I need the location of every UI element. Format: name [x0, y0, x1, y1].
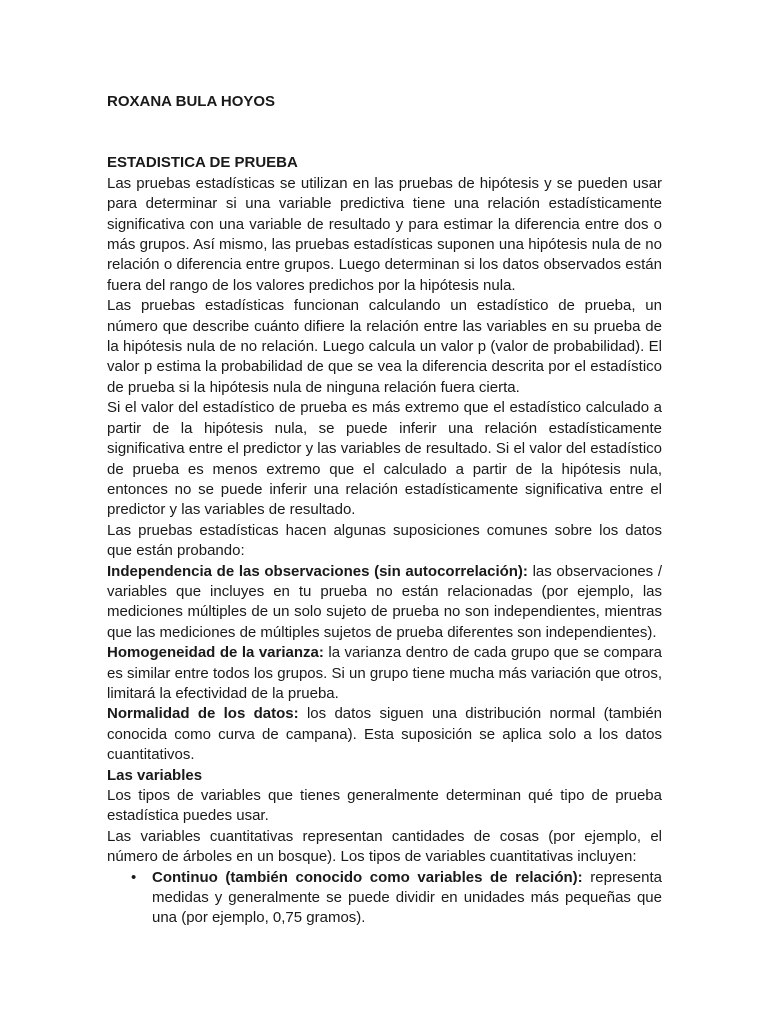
paragraph-test-statistic: Las pruebas estadísticas funcionan calculando un estadístico de prueba, un número que describe cuánto difiere la relación entre las variables en su prueba de la hipótesis nula de no relación. Luego calcula un valor p (valor de probabilidad). El valor p estima la probabilidad de que se vea la diferencia descrita por el estadístico de prueba si la hipótesis nula de ninguna relación fuera cierta.: [107, 297, 662, 396]
variables-heading: Las variables: [107, 766, 203, 784]
author-name: ROXANA BULA HOYOS: [107, 93, 276, 110]
paragraph-variable-types: Los tipos de variables que tienes generalmente determinan qué tipo de prueba estadística puedes usar.: [107, 787, 662, 825]
list-item: [131, 868, 662, 929]
quantitative-types-list: [107, 868, 662, 929]
assumption-text: la varianza dentro de cada grupo que se compara es similar entre todos los grupos. Si un grupo tiene mucha más variación que otros, limitará la efectividad de la prueba.: [107, 644, 663, 702]
assumption-term: Normalidad de los datos:: [107, 705, 299, 723]
paragraph-quantitative: Las variables cuantitativas representan cantidades de cosas (por ejemplo, el número de árboles en un bosque). Los tipos de variables cuantitativas incluyen:: [107, 827, 662, 866]
assumption-text: los datos siguen una distribución normal (también conocida como curva de campana). Esta suposición se aplica solo a los datos cuantitativos.: [107, 705, 662, 764]
paragraph-inference: Si el valor del estadístico de prueba es más extremo que el estadístico calculado a partir de la hipótesis nula, se puede inferir una relación estadísticamente significativa entre el predictor y las variables de resultado. Si el valor del estadístico de prueba es menos extremo que el calculado a partir de la hipótesis nula, entonces no se puede inferir una relación estadísticamente significativa entre el predictor y las variables de resultado.: [107, 399, 662, 519]
assumption-term: Homogeneidad de la varianza:: [107, 644, 324, 662]
bullet-icon: •: [131, 868, 137, 886]
assumption-independence: [107, 562, 662, 644]
section-title: ESTADISTICA DE PRUEBA: [107, 154, 298, 172]
assumption-text: las observaciones / variables que incluyes en tu prueba no están relacionadas (por ejemplo, las mediciones múltiples de un solo sujeto de prueba no son independientes, mientras que las mediciones de múltiples sujetos de prueba diferentes son independientes).: [107, 562, 662, 641]
assumption-term: Independencia de las observaciones (sin autocorrelación):: [107, 562, 528, 580]
assumption-homogeneity: [107, 643, 662, 704]
list-item-text: representa medidas y generalmente se puede dividir en unidades más pequeñas que una (por ejemplo, 0,75 gramos).: [152, 868, 662, 927]
list-item-term: Continuo (también conocido como variables de relación):: [152, 868, 583, 886]
assumption-normality: [107, 704, 662, 765]
paragraph-intro: Las pruebas estadísticas se utilizan en las pruebas de hipótesis y se pueden usar para determinar si una variable predictiva tiene una relación estadísticamente significativa con una variable de resultado y para estimar la diferencia entre dos o más grupos. Así mismo, las pruebas estadísticas suponen una hipótesis nula de no relación o diferencia entre grupos. Luego determinan si los datos observados están fuera del rango de los valores predichos por la hipótesis nula.: [107, 174, 662, 294]
paragraph-assumptions-intro: Las pruebas estadísticas hacen algunas suposiciones comunes sobre los datos que están probando:: [107, 521, 662, 560]
